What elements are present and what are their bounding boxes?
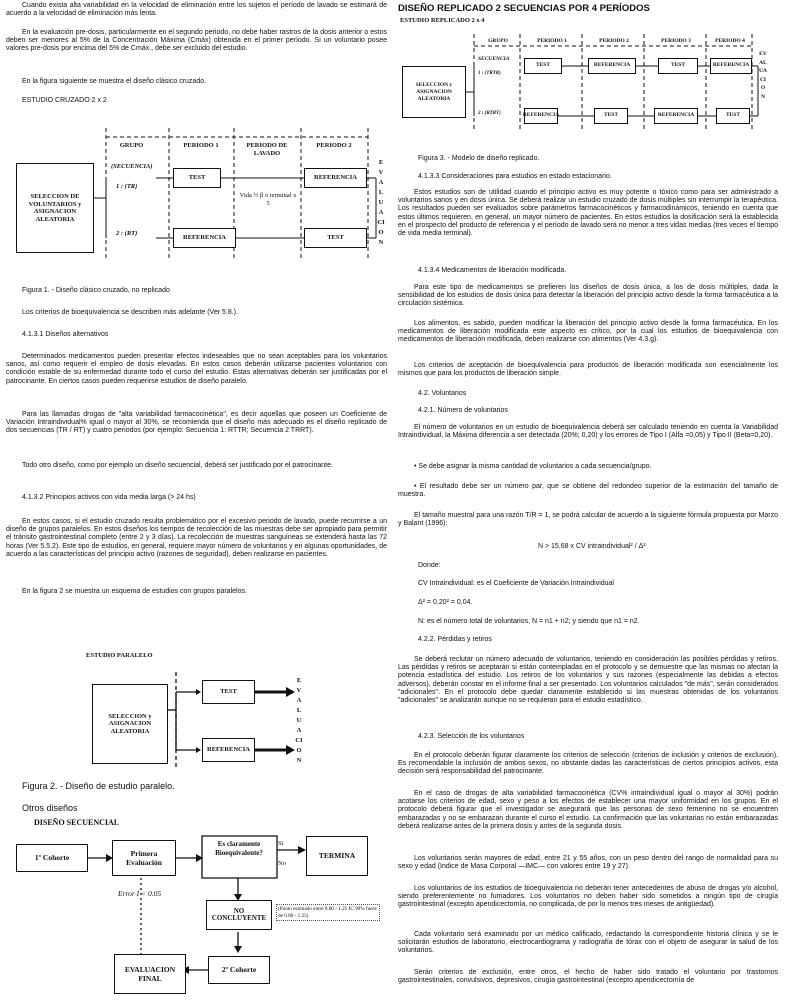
row1-period2-box: REFERENCIA: [588, 58, 636, 74]
evaluation-label: EVALUACION: [295, 677, 303, 764]
bullet-item: • Se debe asignar la misma cantidad de voluntarios a cada secuencia/grupo.: [414, 463, 652, 470]
row2-period1-box: REFERENCIA: [524, 108, 558, 124]
section-heading: Otros diseños: [22, 803, 78, 813]
paragraph: En la figura siguiente se muestra el diseño clásico cruzado.: [22, 78, 207, 85]
error-label: Error I < 0.05: [118, 889, 162, 898]
figure-parallel: [6, 662, 387, 772]
paragraph: Determinados medicamentos pueden presentar efectos indeseables que no sean aceptables para los voluntarios sanos, así como requerir el empleo de dosis elevadas. En estos casos deberán utilizarse pacientes voluntarios con condición estable de su enfermedad durante todo el curso del estudio. Estas alternativas deberán ser justificadas por el patrocinante. En ciertos casos pueden requerirse estudios de diseño paralelo.: [6, 353, 387, 385]
group-1-label: 1 : (TR): [116, 183, 138, 190]
period1-header: PERIODO 1: [537, 38, 567, 44]
paragraph: Los alimentos, es sabido, pueden modificar la liberación del principio activo desde la forma farmacéutica. En los medicamentos de liberación modificada este aspecto es crítico, por la cual los estudios de bioequivalencia con medicamentos de liberación modificada, deben realizarse con alimentos (Ver 4.3.g).: [398, 320, 778, 344]
section-heading: 4.1.3.2 Principios activos con vida media larga (> 24 hs): [22, 494, 196, 501]
paragraph: El número de voluntarios en un estudio de bioequivalencia deberá ser calculado teniendo en cuenta la Variabilidad Intraindividual, la Máxima diferencia a ser detectada (20%; 0,20) y los errores de Tipo I (Alfa =0,05) y Tipo II (Beta=0,20).: [398, 424, 778, 440]
paragraph: Todo otro diseño, como por ejemplo un diseño secuencial, deberá ser justificado por el patrocinante.: [22, 462, 333, 469]
row2-period4-box: TEST: [716, 108, 750, 124]
sequence-header: (SECUENCIA): [111, 163, 153, 170]
figure-title: ESTUDIO PARALELO: [86, 652, 153, 659]
row1-period4-box: REFERENCIA: [710, 58, 752, 74]
paragraph: Los criterios de bioequivalencia se describen más adelante (Ver 5.8.).: [22, 309, 238, 316]
row1-period3-box: TEST: [658, 58, 698, 74]
paragraph: En la figura 2 se muestra un esquema de estudios con grupos paralelos.: [22, 588, 247, 595]
section-heading: 4.2.2. Pérdidas y retiros: [418, 636, 492, 643]
paragraph: Los voluntarios de los estudios de bioequivalencia no deberán tener antecedentes de abuso de drogas y/o alcohol, siendo preferentemente no fumadores. Los voluntarios no deben haber sido sometidos a ningún tipo de cirugía gastrointestinal (excepto apendicectomía, no complicada, de por lo menos tres meses de antigüedad).: [398, 885, 778, 909]
paragraph: En el caso de drogas de alta variabilidad farmacocinética (CV% intraindividual igual o mayor al 30%) podrán acotarse los criterios de edad, sexo y peso a los efectos de establecer una mayor uniformidad en los grupos. En el protocolo deberá figurar que el investigador se asegurará que las personas de sexo femenino no se encuentren embarazadas y no se embarazan durante el curso el estudio. La confirmación que las voluntarias no están embarazadas deberá realizarse antes de la primera dosis y antes de la segunda dosis.: [398, 790, 778, 830]
period2-header: PERIODO 2: [599, 38, 629, 44]
section-heading: 4.1.3.3 Consideraciones para estudios en estado estacionario.: [418, 173, 612, 180]
period2-header: PERIODO 2: [316, 142, 352, 149]
paragraph: Para este tipo de medicamentos se prefieren los diseños de dosis única, a los de dosis múltiples, dada la sensibilidad de los estudios de dosis única para detectar la liberación del principio activo desde la forma farmacéutica a la circulación sistémica.: [398, 284, 778, 308]
final-evaluation-box: EVALUACION FINAL: [114, 954, 186, 994]
paragraph: Donde:: [418, 562, 441, 569]
test-box: TEST: [173, 168, 221, 188]
section-heading: 4.1.3.1 Diseños alternativos: [22, 331, 109, 338]
bullet-item: • El resultado debe ser un número par, que se obtiene del redondeo superior de la estimación del tamaño de muestra.: [398, 483, 778, 499]
evaluation-label: EVALUACION: [759, 51, 767, 100]
paragraph: En el protocolo deberán figurar claramente los criterios de selección (criterios de inclusión y criterios de exclusión). Es recomendable la inclusión de ambos sexos, no obstante dadas las características de ciertos principios activos, esta decisión será responsabilidad del patrocinante.: [398, 752, 778, 776]
figure-title: ESTUDIO CRUZADO 2 x 2: [22, 97, 107, 104]
figure-parallel-lines: [6, 662, 387, 772]
reference-box: REFERENCIA: [304, 168, 367, 188]
cohort-1-box: 1º Cohorte: [16, 844, 88, 872]
first-evaluation-box: Primera Evaluación: [112, 840, 176, 876]
washout-note: Vida ½ β o terminal x 5: [239, 192, 297, 207]
paragraph: Los criterios de aceptación de bioequivalencia para productos de liberación modificada son esencialmente los mismos que para los productos de liberación simple.: [398, 362, 778, 378]
end-box: TERMINA: [306, 836, 368, 876]
paragraph: El tamaño muestral para una razón T/R = 1, se podrá calcular de acuerdo a la siguiente fórmula propuesta por Marzo y Balant (1996):: [398, 512, 778, 528]
test-box: TEST: [304, 228, 367, 248]
yes-label: Si: [278, 840, 284, 847]
group-2-label: 2 : (RTRT): [478, 111, 501, 116]
paragraph: Cada voluntario será examinado por un médico calificado, redactando la correspondiente historia clínica y se le solicitarán estudios de laboratorio, electrocardiograma y radiografía de tórax con el objeto de asegurar la salud de los voluntarios.: [398, 931, 778, 955]
bioequivalence-question: Es claramente Bioequivalente?: [215, 840, 263, 857]
section-heading: 4.2. Voluntarios: [418, 390, 467, 397]
group-2-label: 2 : (RT): [116, 230, 138, 237]
selection-box: SELECCION DE VOLUNTARIOS y ASIGNACION ALEATORIA: [16, 163, 94, 253]
figure-title: ESTUDIO REPLICADO 2 x 4: [400, 17, 485, 24]
paragraph: En estos casos, si el estudio cruzado resulta problemático por el excesivo periodo de lavado, puede recurrirse a un diseño de grupos paralelos. En estos diseños los tiempos de recolección de las muestras debe ser apropiado para permitir el tránsito gastrointestinal completo (entre 2 y 3 días). La recolección de muestras sanguíneas se extenderá hasta las 72 horas (Ver 5.5.2). Este tipo de estudios, en general, requiere mayor número de voluntarios y en algunas oportunidades, de acuerdo a las características del principio activo (razones de seguridad), deben realizarse en pacientes.: [6, 518, 387, 558]
inconclusive-note: (Punto estimado entre 0.80 - 1.25 IC 90% fuera de 0.80 - 1.25): [276, 904, 380, 921]
sequence-header: SECUENCIA: [478, 56, 510, 62]
group-1-label: 1 : (TRTR): [478, 71, 501, 76]
section-heading: 4.1.3.4 Medicamentos de liberación modificada.: [418, 267, 567, 274]
inconclusive-box: NO CONCLUYENTE: [206, 900, 272, 930]
period1-header: PERIODO 1: [183, 142, 219, 149]
washout-header: PERIODO DE LAVADO: [246, 142, 288, 157]
reference-box: REFERENCIA: [202, 738, 255, 762]
figure-sequential: [6, 832, 387, 1006]
no-label: No: [278, 860, 286, 867]
row2-period2-box: TEST: [594, 108, 628, 124]
selection-box: SELECCION y ASIGNACION ALEATORIA: [402, 66, 466, 118]
paragraph: En la evaluación pre-dosis, particularmente en el segundo periodo, no debe haber rastros de la dosis anterior o estos deben ser menores al 5% de la Concentración Máxima (Cmáx) obtenida en el primer período. Si un voluntario posee valores pre-dosis por encima del 5% de Cmáx., debe ser excluido del estudio.: [6, 29, 387, 53]
figure-crossover: [6, 128, 387, 278]
paragraph: Serán criterios de exclusión, entre otros, el hecho de haber sido tratado el voluntario por trastornos gastrointestinales, convulsivos, depresivos, cirugía gastrointestinal (excepto apendicectomía de: [398, 969, 778, 985]
row2-period3-box: REFERENCIA: [654, 108, 698, 124]
paragraph: N: es el número total de voluntarios, N = n1 + n2; y siendo que n1 = n2.: [418, 618, 640, 625]
period4-header: PERIODO 4: [715, 38, 745, 44]
group-header: GRUPO: [119, 142, 144, 149]
evaluation-label: EVALUACION: [377, 159, 385, 246]
paragraph: Se deberá reclutar un número adecuado de voluntarios, teniendo en consideración las posibles pérdidas y retiros. Las pérdidas y retiros se aceptarán si están contempladas en el protocolo y se demuestre que las mismas no afectan la potencia estadística del estudio. Los retiros de los voluntarios y sus razones (especialmente las debidas a efectos adversos), deberán constar en el informe final a ser presentado. Los voluntarios calculados "de más", serán considerados "adicionales". En el protocolo debe quedar claramente establecido si las muestras obtenidas de los voluntarios "adicionales" se analizarán aunque no se requieran para el estudio estadístico.: [398, 656, 778, 705]
figure-caption: Figura 3. - Modelo de diseño replicado.: [418, 155, 540, 162]
group-header: GRUPO: [488, 38, 508, 44]
test-box: TEST: [202, 680, 255, 704]
selection-box: SELECCION y ASIGNACION ALEATORIA: [92, 684, 168, 764]
row1-period1-box: TEST: [524, 58, 562, 74]
paragraph: Δ² = 0,20² = 0,04.: [418, 599, 473, 606]
paragraph: CV Intraindividual: es el Coeficiente de Variación Intraindividual: [418, 580, 614, 587]
paragraph: Para las llamadas drogas de "alta variabilidad farmacocinética", es decir aquellas que poseen un Coeficiente de Variación Intraindividual% igual o mayor al 30%, se recomienda que el diseño más adecuado es el diseño replicado de dos secuencias (TR / RT) y cuatro periodos (por ejemplo: Secuencia 1: RTTR; Secuencia 2 TRRT).: [6, 411, 387, 435]
paragraph: Estos estudios son de utilidad cuando el principio activo es muy potente o tóxico como para ser administrado a voluntarios sanos y en dosis única. Se deberá realizar un estudio cruzado de dosis múltiples sin interrumpir la terapéutica. Los resultados pueden ser evaluados sobre parámetros farmacocinéticos y farmacodinámicos, teniendo en cuenta que estos últimos requieren, en general, un mayor número de pacientes. En estos estudios la dosificación será la establecida en el prospecto del producto de referencia y el período de lavado será no menor a tres vidas medias (tres veces el tiempo de vida media terminal).: [398, 189, 778, 238]
paragraph: Los voluntarios serán mayores de edad, entre 21 y 55 años, con un peso dentro del rango de normalidad para su sexo y edad (Indice de Masa Corporal —IMC— con valores entre 19 y 27).: [398, 855, 778, 871]
paragraph: Cuando exista alta variabilidad en la velocidad de eliminación entre los sujetos el período de lavado se estimará de acuerdo a la velocidad de eliminación más lenta.: [6, 2, 387, 18]
figure-title: DISEÑO SECUENCIAL: [34, 818, 120, 827]
figure-replicated: [398, 26, 778, 146]
cohort-2-box: 2º Cohorte: [208, 956, 270, 984]
section-heading: 4.2.1. Número de voluntarios: [418, 407, 508, 414]
page-title: DISEÑO REPLICADO 2 SECUENCIAS POR 4 PERÍODOS: [398, 3, 650, 14]
section-heading: 4.2.3. Selección de los voluntarios: [418, 733, 525, 740]
figure-caption: Figura 2. - Diseño de estudio paralelo.: [22, 781, 175, 791]
reference-box: REFERENCIA: [173, 228, 236, 248]
period3-header: PERIODO 3: [661, 38, 691, 44]
formula: N > 15,68 x CV intraindividual² / Δ²: [538, 543, 646, 550]
figure-caption: Figura 1. - Diseño clásico cruzado, no replicado: [22, 287, 170, 294]
